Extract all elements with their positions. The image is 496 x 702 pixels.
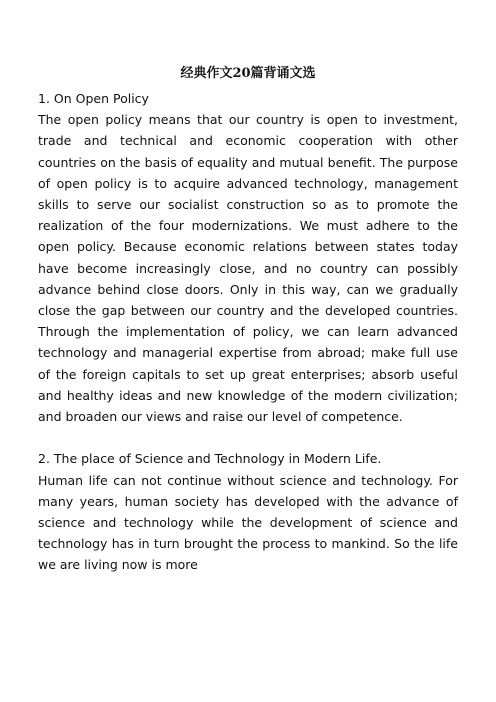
paragraph-spacer bbox=[38, 427, 458, 448]
document-title: 经典作文20篇背诵文选 bbox=[180, 66, 316, 81]
section-1-body: The open policy means that our country is open to investment, trade and technical and economic cooperation with other countries on the basis of equality and mutual benefit. The purpose of open policy is to acquire advanced technology, management skills to serve our socialist construction so as to promote the realization of the four modernizations. We must adhere to the open policy. Because economic relations between states today have become increasingly close, and no country can possibly advance behind close doors. Only in this way, can we gradually close the gap between our country and the developed countries. Through the implementation of policy, we can learn advanced technology and managerial expertise from abroad; make full use of the foreign capitals to set up great enterprises; absorb useful and healthy ideas and new knowledge of the modern civilization; and broaden our views and raise our level of competence. bbox=[38, 112, 458, 425]
section-2-heading: 2. The place of Science and Technology in Modern Life. bbox=[38, 451, 382, 467]
document-page bbox=[38, 64, 458, 576]
section-1-heading: 1. On Open Policy bbox=[38, 91, 149, 106]
section-2-body: Human life can not continue without science and technology. For many years, human society has developed with the advance of science and technology while the development of science and technology has in turn brought the process to mankind. So the life we are living now is more bbox=[38, 472, 458, 573]
